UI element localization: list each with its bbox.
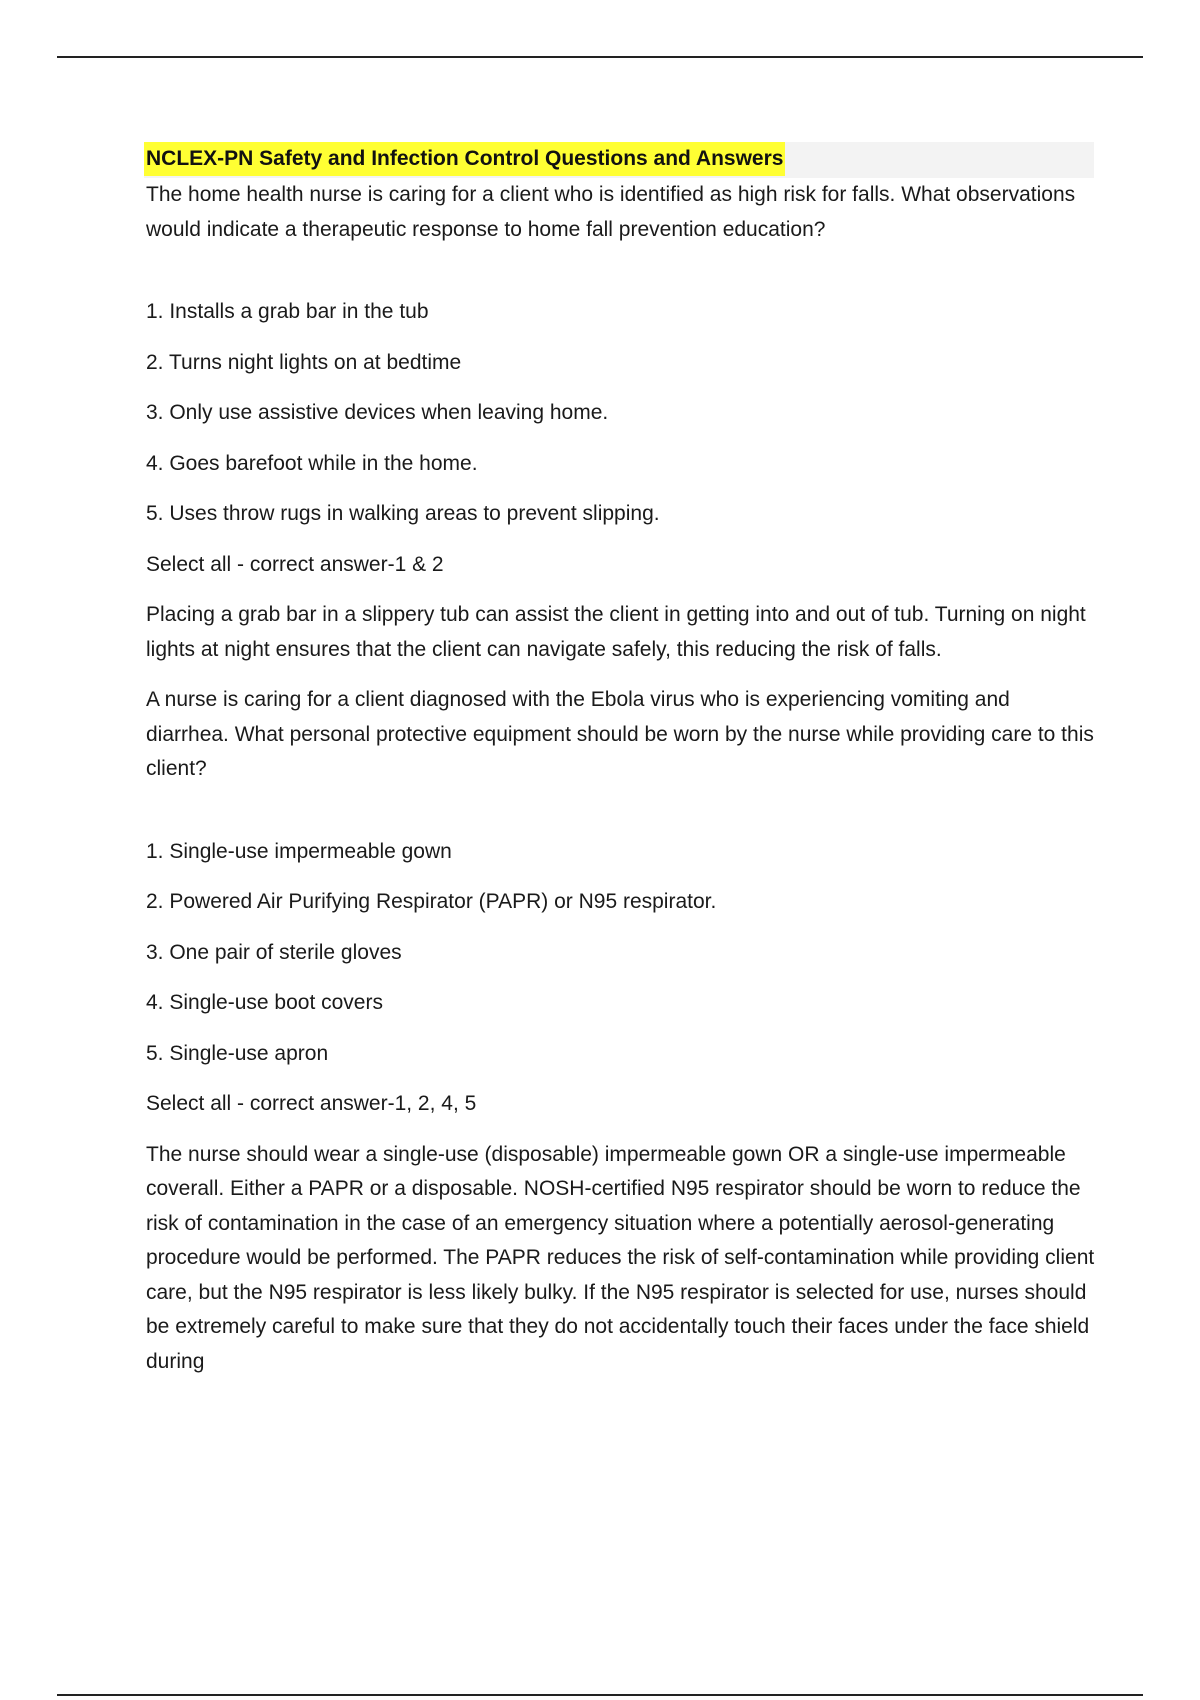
footer-divider bbox=[57, 1694, 1143, 1696]
answer-option: 4. Goes barefoot while in the home. bbox=[146, 451, 478, 475]
spacer bbox=[146, 787, 1096, 835]
spacer bbox=[146, 247, 1096, 295]
answer-option: 3. Only use assistive devices when leaving home. bbox=[146, 401, 609, 424]
answer-option: 1. Installs a grab bar in the tub bbox=[146, 300, 429, 323]
document-title: NCLEX-PN Safety and Infection Control Questions and Answers bbox=[144, 142, 785, 176]
answer-option: 5. Single-use apron bbox=[146, 1041, 329, 1065]
answer-option: 5. Uses throw rugs in walking areas to prevent slipping. bbox=[146, 502, 660, 525]
title-bar bbox=[144, 142, 1094, 178]
answer-option: 3. One pair of sterile gloves bbox=[146, 940, 402, 964]
answer-option: 2. Powered Air Purifying Respirator (PAPR) or N95 respirator. bbox=[146, 890, 717, 913]
header-divider bbox=[57, 56, 1143, 58]
document-body bbox=[146, 142, 1096, 1395]
question-stem: A nurse is caring for a client diagnosed with the Ebola virus who is experiencing vomiting and diarrhea. What personal protective equipment should be worn by the nurse while providing care to this client? bbox=[146, 688, 1094, 780]
rationale: The nurse should wear a single-use (disposable) impermeable gown OR a single-use impermeable coverall. Either a PAPR or a disposable. NOSH-certified N95 respirator should be worn to reduce the risk of contamination in the case of an emergency situation where a potentially aerosol-generating procedure would be performed. The PAPR reduces the risk of self-contamination while providing client care, but the N95 respirator is less likely bulky. If the N95 respirator is selected for use, nurses should be extremely careful to make sure that they do not accidentally touch their faces under the face shield during bbox=[146, 1142, 1095, 1373]
correct-answer: Select all - correct answer-1, 2, 4, 5 bbox=[146, 1092, 477, 1115]
question-stem: The home health nurse is caring for a client who is identified as high risk for falls. What observations would indicate a therapeutic response to home fall prevention education? bbox=[146, 183, 1076, 241]
rationale: Placing a grab bar in a slippery tub can assist the client in getting into and out of tub. Turning on night lights at night ensures that the client can navigate safely, this reducing the risk of falls. bbox=[146, 603, 1086, 661]
answer-option: 2. Turns night lights on at bedtime bbox=[146, 350, 462, 374]
correct-answer: Select all - correct answer-1 & 2 bbox=[146, 552, 444, 576]
answer-option: 1. Single-use impermeable gown bbox=[146, 839, 452, 863]
answer-option: 4. Single-use boot covers bbox=[146, 991, 383, 1014]
